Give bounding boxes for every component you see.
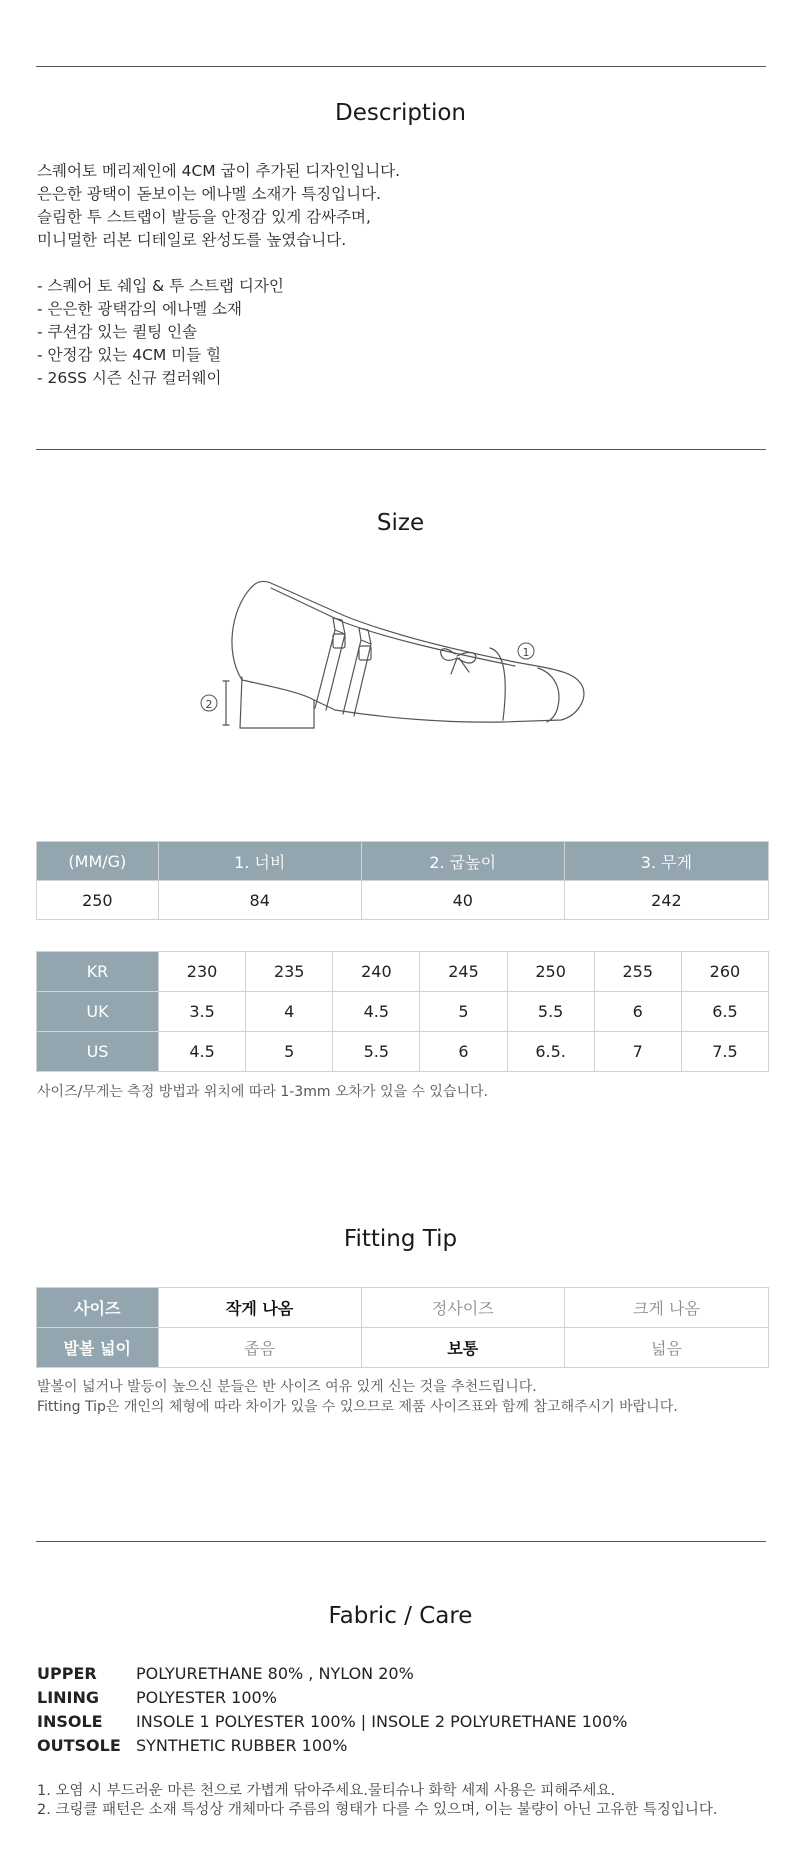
spec-cell: 40 xyxy=(361,881,564,920)
description-line: 은은한 광택이 돋보이는 에나멜 소재가 특징입니다. xyxy=(37,185,381,203)
fitting-note: Fitting Tip은 개인의 체형에 따라 차이가 있을 수 있으므로 제품 사이즈표와 함께 참고해주시기 바랍니다. xyxy=(37,1399,678,1415)
fit-option-selected: 보통 xyxy=(361,1328,564,1368)
conv-cell: 5 xyxy=(420,992,507,1032)
conv-label: KR xyxy=(37,952,159,992)
size-divider xyxy=(36,449,766,450)
fabric-title: Fabric / Care xyxy=(328,1603,473,1629)
description-bullet: - 안정감 있는 4CM 미들 힐 xyxy=(37,346,222,364)
conv-label: UK xyxy=(37,992,159,1032)
conv-cell: 260 xyxy=(681,952,768,992)
strap-2 xyxy=(343,640,371,716)
conv-cell: 235 xyxy=(246,952,333,992)
description-line: 스퀘어토 메리제인에 4CM 굽이 추가된 디자인입니다. xyxy=(37,162,401,180)
fit-option-selected: 작게 나옴 xyxy=(158,1288,361,1328)
description-body xyxy=(37,160,400,390)
description-bullet: - 스퀘어 토 쉐입 & 투 스트랩 디자인 xyxy=(37,277,284,295)
table-row xyxy=(37,992,769,1032)
description-line: 미니멀한 리본 디테일로 완성도를 높였습니다. xyxy=(37,231,347,249)
fit-option: 좁음 xyxy=(158,1328,361,1368)
fabric-row xyxy=(37,1662,627,1686)
fabric-row xyxy=(37,1686,627,1710)
care-notes xyxy=(37,1782,717,1820)
size-conversion-table xyxy=(36,951,769,1072)
size-note: 사이즈/무게는 측정 방법과 위치에 따라 1-3mm 오차가 있을 수 있습니다. xyxy=(37,1084,488,1100)
heel-outline xyxy=(240,677,314,728)
fabric-row xyxy=(37,1710,627,1734)
fabric-value: SYNTHETIC RUBBER 100% xyxy=(136,1736,348,1755)
conv-cell: 3.5 xyxy=(159,992,246,1032)
spec-cell: 84 xyxy=(158,881,361,920)
conv-cell: 5.5 xyxy=(507,992,594,1032)
conv-cell: 5 xyxy=(246,1032,333,1072)
fabric-value: POLYURETHANE 80% , NYLON 20% xyxy=(136,1664,414,1683)
conv-cell: 6 xyxy=(420,1032,507,1072)
fabric-value: POLYESTER 100% xyxy=(136,1688,277,1707)
table-row xyxy=(37,952,769,992)
spec-header: 2. 굽높이 xyxy=(361,842,564,881)
top-divider xyxy=(36,66,766,67)
spec-header: 3. 무게 xyxy=(564,842,768,881)
conv-cell: 6.5. xyxy=(507,1032,594,1072)
fitting-notes xyxy=(37,1377,678,1417)
fabric-key: UPPER xyxy=(37,1664,97,1683)
fit-option: 넓음 xyxy=(564,1328,768,1368)
bow xyxy=(441,649,476,674)
conv-cell: 230 xyxy=(159,952,246,992)
spec-header: (MM/G) xyxy=(37,842,159,881)
fit-option: 정사이즈 xyxy=(361,1288,564,1328)
marker-1: 1 xyxy=(522,646,530,659)
table-row xyxy=(37,1288,769,1328)
fitting-title: Fitting Tip xyxy=(343,1226,458,1252)
description-bullet: - 26SS 시즌 신규 컬러웨이 xyxy=(37,369,222,387)
conv-cell: 7.5 xyxy=(681,1032,768,1072)
description-bullet: - 은은한 광택감의 에나멜 소재 xyxy=(37,300,242,318)
conv-cell: 245 xyxy=(420,952,507,992)
conv-cell: 6 xyxy=(594,992,681,1032)
fit-label: 발볼 넓이 xyxy=(37,1328,159,1368)
toe-line xyxy=(538,668,559,722)
spec-cell: 250 xyxy=(37,881,159,920)
spec-cell: 242 xyxy=(564,881,768,920)
marker-2: 2 xyxy=(205,698,213,711)
table-row xyxy=(37,1032,769,1072)
fabric-divider xyxy=(36,1541,766,1542)
conv-cell: 255 xyxy=(594,952,681,992)
conv-label: US xyxy=(37,1032,159,1072)
conv-cell: 4 xyxy=(246,992,333,1032)
spec-header: 1. 너비 xyxy=(158,842,361,881)
care-note: 1. 오염 시 부드러운 마른 천으로 가볍게 닦아주세요.물티슈나 화학 세제 사용은 피해주세요. xyxy=(37,1783,616,1799)
strap-1 xyxy=(315,630,345,710)
fit-option: 크게 나옴 xyxy=(564,1288,768,1328)
size-spec-table xyxy=(36,841,769,920)
shoe-size-diagram xyxy=(185,570,605,750)
conv-cell: 4.5 xyxy=(333,992,420,1032)
fitting-note: 발볼이 넓거나 발등이 높으신 분들은 반 사이즈 여유 있게 신는 것을 추천드립니다. xyxy=(37,1379,537,1395)
fit-label: 사이즈 xyxy=(37,1288,159,1328)
description-line: 슬림한 투 스트랩이 발등을 안정감 있게 감싸주며, xyxy=(37,208,371,226)
size-title: Size xyxy=(376,510,425,536)
fabric-row xyxy=(37,1734,627,1758)
care-note: 2. 크링클 패턴은 소재 특성상 개체마다 주름의 형태가 다를 수 있으며, 이는 불량이 아닌 고유한 특징입니다. xyxy=(37,1802,718,1818)
shoe-body-outline xyxy=(232,581,584,722)
description-bullet: - 쿠션감 있는 퀼팅 인솔 xyxy=(37,323,198,341)
conv-cell: 4.5 xyxy=(159,1032,246,1072)
fabric-key: INSOLE xyxy=(37,1712,103,1731)
fabric-list xyxy=(37,1662,627,1758)
fabric-key: LINING xyxy=(37,1688,100,1707)
description-title: Description xyxy=(335,100,466,126)
conv-cell: 6.5 xyxy=(681,992,768,1032)
conv-cell: 7 xyxy=(594,1032,681,1072)
conv-cell: 5.5 xyxy=(333,1032,420,1072)
conv-cell: 240 xyxy=(333,952,420,992)
fabric-value: INSOLE 1 POLYESTER 100% | INSOLE 2 POLYURETHANE 100% xyxy=(136,1712,628,1731)
fabric-key: OUTSOLE xyxy=(37,1736,121,1755)
conv-cell: 250 xyxy=(507,952,594,992)
table-row xyxy=(37,1328,769,1368)
fitting-tip-table xyxy=(36,1287,769,1368)
